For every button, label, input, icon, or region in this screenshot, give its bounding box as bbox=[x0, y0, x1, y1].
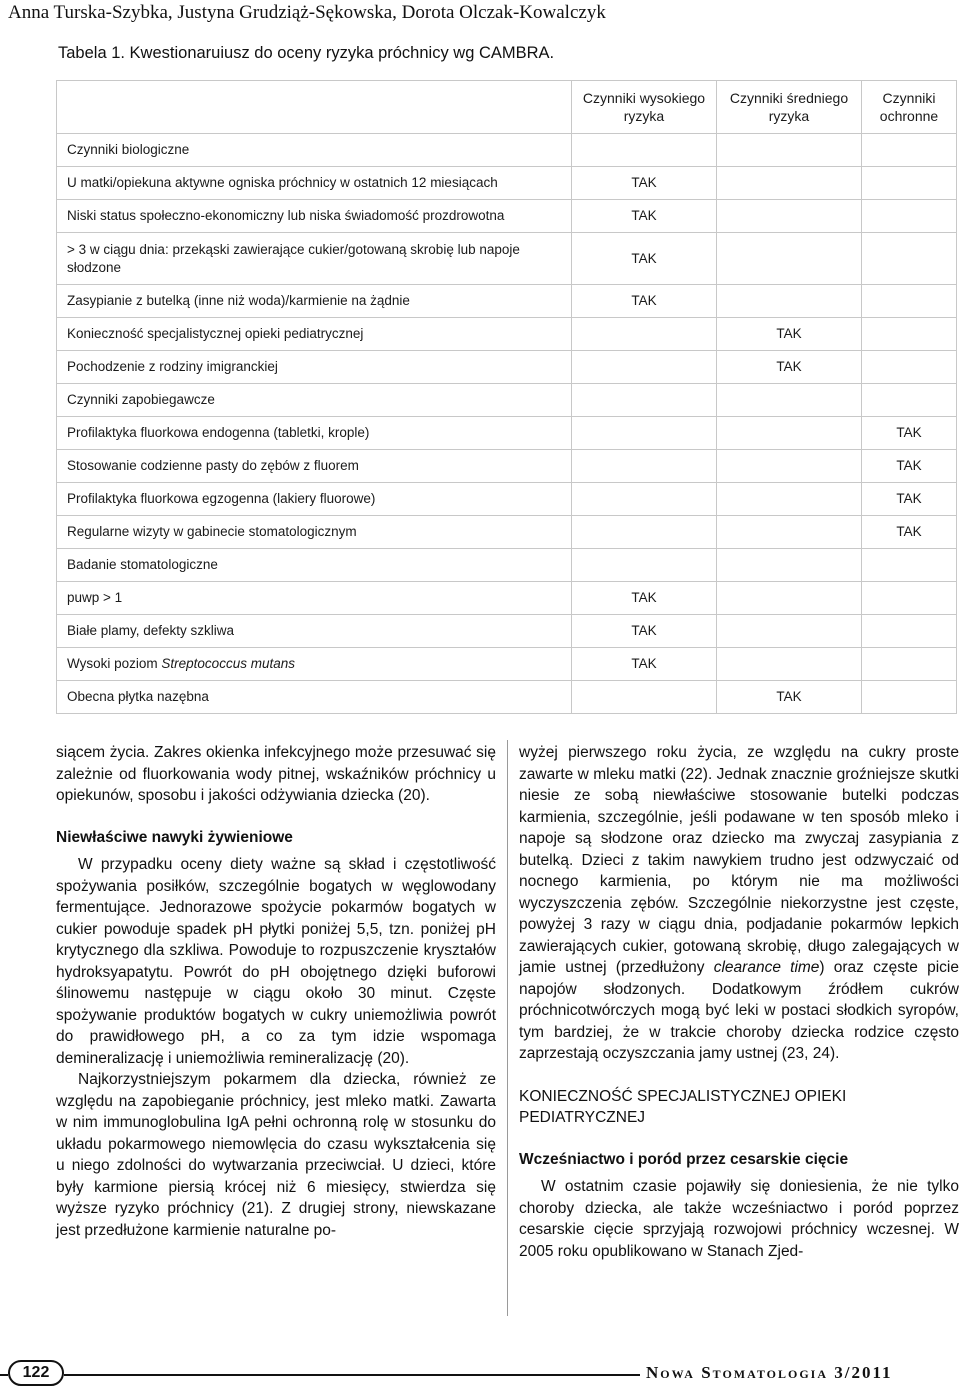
cell-protective bbox=[862, 318, 957, 351]
cell-high: TAK bbox=[572, 285, 717, 318]
paragraph-term: clearance time bbox=[713, 959, 820, 976]
cell-high bbox=[572, 681, 717, 714]
row-label: Profilaktyka fluorkowa endogenna (tabletki, krople) bbox=[57, 417, 572, 450]
cell-high: TAK bbox=[572, 615, 717, 648]
table-row bbox=[57, 483, 957, 516]
row-label: Pochodzenie z rodziny imigranckiej bbox=[57, 351, 572, 384]
paragraph-text: ) oraz częste picie napojów słodzonych. Dodatkowym źródłem cukrów próchnicotwórczych mogą być leki w postaci słodkich syropów, tym bardziej, że w trakcie choroby dziecka rodzice często zaprzestają oczyszczania jamy ustnej (23, 24). bbox=[519, 959, 959, 1062]
cell-high: TAK bbox=[572, 233, 717, 285]
row-label: puwp > 1 bbox=[57, 582, 572, 615]
row-label: Konieczność specjalistycznej opieki pediatrycznej bbox=[57, 318, 572, 351]
journal-title: Nowa Stomatologia 3/2011 bbox=[646, 1363, 893, 1382]
section-title: Badanie stomatologiczne bbox=[57, 549, 572, 582]
table-header-row bbox=[57, 81, 957, 134]
table-row bbox=[57, 417, 957, 450]
cell-protective: TAK bbox=[862, 450, 957, 483]
cell-protective: TAK bbox=[862, 483, 957, 516]
table-row bbox=[57, 582, 957, 615]
row-label-prefix: Wysoki poziom bbox=[67, 656, 162, 671]
section-heading: Niewłaściwe nawyki żywieniowe bbox=[56, 828, 293, 846]
paragraph: Najkorzystniejszym pokarmem dla dziecka, również ze względu na zapobieganie próchnicy, jest mleko matki. Zawarta w nim immunoglobulina IgA pełni ochronną rolę w stosunku do układu pokarmowego niemowlęcia do czasu wykształcenia się u niego zdolności do wytwarzania przeciwciał. U dzieci, które były karmione piersią krócej niż 6 miesięcy, stwierdza się wyższe ryzyko próchnicy (21). Z drugiej strony, niewskazane jest przedłużone karmienie naturalne po- bbox=[56, 1071, 496, 1239]
body-column-right bbox=[519, 742, 959, 1262]
table-row bbox=[57, 450, 957, 483]
row-label: Regularne wizyty w gabinecie stomatologicznym bbox=[57, 516, 572, 549]
section-row-preventive bbox=[57, 384, 957, 417]
cell-high: TAK bbox=[572, 200, 717, 233]
cell-medium bbox=[717, 450, 862, 483]
cell-high bbox=[572, 318, 717, 351]
header-protective: Czynniki ochronne bbox=[862, 81, 957, 134]
table-row bbox=[57, 200, 957, 233]
cell-protective bbox=[862, 285, 957, 318]
paragraph: W przypadku oceny diety ważne są skład i częstotliwość spożywania posiłków, szczególnie bogatych w węglowodany fermentujące. Jednorazowe spożycie pokarmów bogatych w cukier powoduje spadek pH płytki poniżej 5,5, tzn. poniżej pH krytycznego dla szkliwa. Powoduje to rozpuszczenie kryształów hydroksyapatytu. Powrót do pH obojętnego dzięki buforowi ślinowemu następuje w ciągu około 30 minut. Częste spożywanie produktów bogatych w cukry uniemożliwia powrót do prawidłowego pH, a co za tym idzie wspomaga demineralizację i uniemożliwia remineralizację (20). bbox=[56, 856, 496, 1067]
cell-protective bbox=[862, 615, 957, 648]
header-blank-cell bbox=[57, 81, 572, 134]
cell-high bbox=[572, 450, 717, 483]
footer-rule bbox=[64, 1374, 640, 1376]
section-row-dental-exam bbox=[57, 549, 957, 582]
cell-protective bbox=[862, 648, 957, 681]
cell-medium bbox=[717, 285, 862, 318]
table-row bbox=[57, 285, 957, 318]
cell-protective bbox=[862, 167, 957, 200]
cell-medium bbox=[717, 582, 862, 615]
cell-medium bbox=[717, 200, 862, 233]
table-row bbox=[57, 648, 957, 681]
table-row bbox=[57, 233, 957, 285]
cambra-risk-table bbox=[56, 80, 957, 714]
cell-protective bbox=[862, 351, 957, 384]
row-label: Obecna płytka nazębna bbox=[57, 681, 572, 714]
cell-medium bbox=[717, 615, 862, 648]
cell-medium bbox=[717, 417, 862, 450]
section-title: Czynniki zapobiegawcze bbox=[57, 384, 572, 417]
table-row bbox=[57, 167, 957, 200]
section-heading: Wcześniactwo i poród przez cesarskie cięcie bbox=[519, 1150, 849, 1168]
table-caption: Tabela 1. Kwestionaruiusz do oceny ryzyka próchnicy wg CAMBRA. bbox=[58, 44, 555, 62]
table-row bbox=[57, 318, 957, 351]
body-column-left bbox=[56, 742, 496, 1241]
table-row bbox=[57, 351, 957, 384]
footer-rule-left bbox=[0, 1374, 8, 1376]
table-row bbox=[57, 615, 957, 648]
cell-high bbox=[572, 516, 717, 549]
cell-medium bbox=[717, 167, 862, 200]
row-label: Niski status społeczno-ekonomiczny lub niska świadomość prozdrowotna bbox=[57, 200, 572, 233]
row-label: Białe plamy, defekty szkliwa bbox=[57, 615, 572, 648]
cell-medium: TAK bbox=[717, 351, 862, 384]
cell-medium: TAK bbox=[717, 681, 862, 714]
row-label: Stosowanie codzienne pasty do zębów z fluorem bbox=[57, 450, 572, 483]
table-row bbox=[57, 681, 957, 714]
header-medium-risk: Czynniki średniego ryzyka bbox=[717, 81, 862, 134]
paragraph: siącem życia. Zakres okienka infekcyjnego może przesuwać się zależnie od fluorkowania wody pitnej, wskaźników próchnicy u opiekunów, sposobu i jakości odżywiania dziecka (20). bbox=[56, 744, 496, 804]
row-label: Profilaktyka fluorkowa egzogenna (lakiery fluorowe) bbox=[57, 483, 572, 516]
cell-protective: TAK bbox=[862, 417, 957, 450]
header-high-risk: Czynniki wysokiego ryzyka bbox=[572, 81, 717, 134]
cell-protective bbox=[862, 681, 957, 714]
cell-medium bbox=[717, 483, 862, 516]
cell-high bbox=[572, 417, 717, 450]
paragraph: W ostatnim czasie pojawiły się doniesienia, że nie tylko choroby dziecka, ale także wcześniactwo i poród poprzez cesarskie cięcie sprzyjają rozwojowi próchnicy wczesnej. W 2005 roku opublikowano w Stanach Zjed- bbox=[519, 1178, 959, 1260]
cell-high bbox=[572, 483, 717, 516]
cell-medium bbox=[717, 648, 862, 681]
cell-high: TAK bbox=[572, 582, 717, 615]
cell-protective bbox=[862, 233, 957, 285]
running-header-authors: Anna Turska-Szybka, Justyna Grudziąż-Sękowska, Dorota Olczak-Kowalczyk bbox=[8, 2, 606, 23]
row-label-species: Streptococcus mutans bbox=[161, 656, 295, 671]
section-title: Czynniki biologiczne bbox=[57, 134, 572, 167]
cell-medium bbox=[717, 516, 862, 549]
row-label: U matki/opiekuna aktywne ogniska próchnicy w ostatnich 12 miesiącach bbox=[57, 167, 572, 200]
paragraph bbox=[519, 742, 959, 1065]
cell-high: TAK bbox=[572, 167, 717, 200]
cell-protective: TAK bbox=[862, 516, 957, 549]
row-label: Zasypianie z butelką (inne niż woda)/karmienie na żądnie bbox=[57, 285, 572, 318]
cell-medium: TAK bbox=[717, 318, 862, 351]
table-row bbox=[57, 516, 957, 549]
cell-protective bbox=[862, 582, 957, 615]
row-label: > 3 w ciągu dnia: przekąski zawierające cukier/gotowaną skrobię lub napoje słodzone bbox=[57, 233, 572, 285]
row-label bbox=[57, 648, 572, 681]
column-divider bbox=[507, 740, 508, 1316]
chapter-heading: KONIECZNOŚĆ SPECJALISTYCZNEJ OPIEKI PEDIATRYCZNEJ bbox=[519, 1087, 847, 1126]
cell-high bbox=[572, 351, 717, 384]
paragraph-text: wyżej pierwszego roku życia, ze względu na cukry proste zawarte w mleku matki (22). Jednak znacznie groźniejsze skutki niesie ze sobą niewłaściwe stosowanie butelki podczas karmienia, szczególnie, jeśli podawane w ten sposób mleko i napoje są słodzone oraz dziecko ma zwyczaj zasypiania z butelką. Dzieci z takim nawykiem trudno jest odzwyczaić od nocnego karmienia, po którym nie ma możliwości wyczyszczenia zębów. Szczególnie niekorzystne jest częste, powyżej 3 razy w ciągu dnia, podjadanie pokarmów lepkich zawierających cukier, gotowaną skrobię, długo zalegających w jamie ustnej (przedłużony bbox=[519, 744, 959, 976]
cell-protective bbox=[862, 200, 957, 233]
page-number: 122 bbox=[8, 1360, 64, 1386]
section-row-biological bbox=[57, 134, 957, 167]
cell-medium bbox=[717, 233, 862, 285]
cell-high: TAK bbox=[572, 648, 717, 681]
